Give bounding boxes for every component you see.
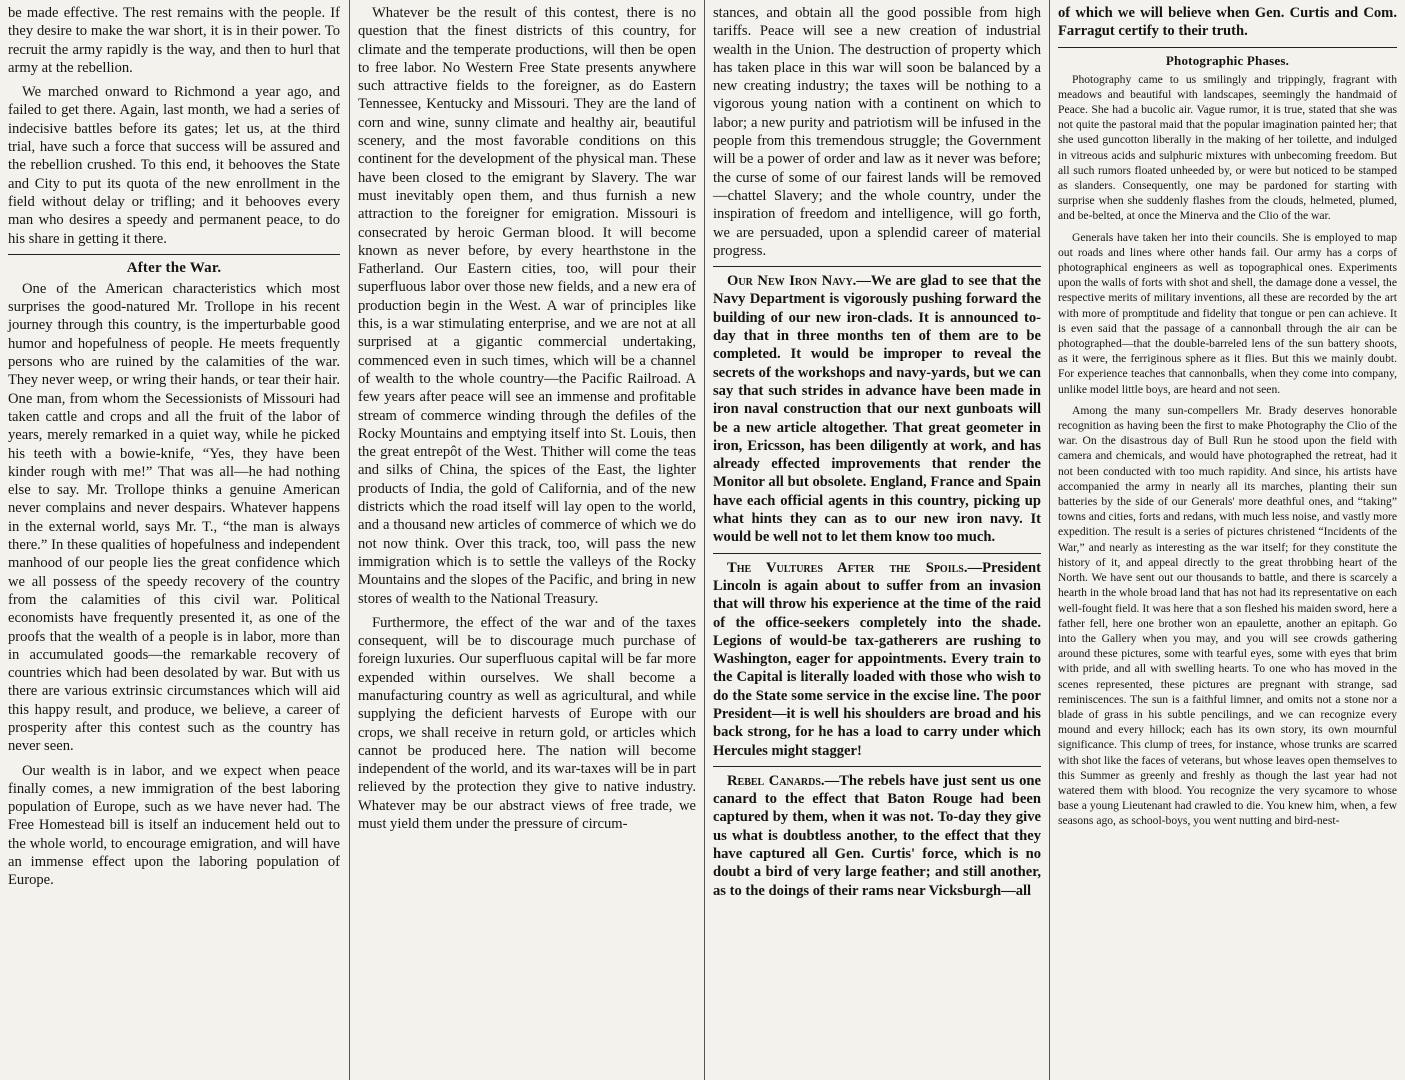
item-text: —The rebels have just sent us one canard to the effect that Baton Rouge had been captured by them, when it was not. To-day they give us what is doubtless another, to the effect that they have captured all Gen. Curtis' force, which is no doubt a bird of very large feather; and still another, as to the doings of their rams near Vicksburgh—all (713, 772, 1041, 899)
item-text: —We are glad to see that the Navy Department is vigorously pushing forward the building of our new iron-clads. It is announced to-day that in three months ten of them are to be completed. It would be improper to reveal the secrets of the workshops and navy-yards, but we can say that such strides in advance have been made in iron naval construction that our next gunboats will be a new article altogether. That great geometer in iron, Ericsson, has been diligently at work, and has already effected improvements that render the Monitor all but obsolete. England, France and Spain have each official agents in this country, picking up what hints they can as to our new iron navy. It would be well not to let them know too much. (713, 273, 1041, 546)
article-text: Furthermore, the effect of the war and of the taxes consequent, will be to discourage much purchase of foreign luxuries. Our superfluous capital will be far more expended within ourselves. We shall become a manufacturing country as well as agricultural, and while supplying the deficient harvests of Europe with our crops, we shall receive in return gold, or articles which cannot be produced here. The nation will become independent of the world, and its war-taxes will be in part relieved by the protection they give to native industry. Whatever may be our abstract views of free trade, we must yield them under the pressure of circum- (358, 614, 696, 833)
article-text: One of the American characteristics which most surprises the good-natured Mr. Trollope in his recent journey through this country, is the imperturbable good humor and hopefulness of people. He meets frequently persons who are ruined by the calamities of the war. They never weep, or wring their hands, or tear their hair. One man, from whom the Secessionists of Missouri had taken cattle and crops and all the fruit of the labor of years, merely remarked in a quiet way, while he picked his teeth with a bowie-knife, “Yes, they have been kinder rough with me!” That was all—he had nothing else to say. Mr. Trollope thinks a genuine American never complains and never despairs. Whatever happens in the external world, says Mr. T., “the man is always there.” In these qualities of hopefulness and independent manhood of our people lies the great confidence which we all possess of the speedy recovery of the country from the calamities of this civil war. Political economists have frequently presented it, as one of the proofs that the wealth of a people is in labor, more than in accumulated goods—the remarkable recovery of countries which had been desolated by war. But with us there are various extrinsic circumstances which will aid this happy result, and produce, we believe, a career of prosperity after this contest such as the country has never seen. (8, 280, 340, 755)
article-text: Our wealth is in labor, and we expect when peace finally comes, a new immigration of the best laboring population of Europe, such as we have never had. The Free Homestead bill is itself an inducement held out to the whole world, to encourage emigration, and will have an immense effect upon the laboring population of Europe. (8, 762, 340, 889)
article-text: We marched onward to Richmond a year ago, and failed to get there. Again, last month, we had a series of indecisive battles before its gates; let us, at the third trial, have such a force that success will be assured and the rebellion crushed. To this end, it behooves the State and City to put its quota of the new enrollment in the field without delay or trifling; and it behooves every man who desires a speedy and permanent peace, to do his share in getting it there. (8, 84, 340, 247)
article-heading: After the War. (126, 259, 222, 276)
divider (8, 254, 340, 255)
divider (713, 266, 1041, 267)
item-lead: The Vultures After the Spoils. (727, 559, 968, 576)
divider (713, 766, 1041, 767)
news-item-iron-navy (713, 272, 1041, 546)
news-item-canards (713, 772, 1041, 900)
article-text: be made effective. The rest remains with the people. If they desire to make the war short, it is in their power. To recruit the army rapidly is the way, and then to hurl that army at the rebellion. (8, 5, 340, 76)
divider (1058, 47, 1397, 48)
article-text: Generals have taken her into their councils. She is employed to map out roads and lines where other hands fail. Our army has a corps of photographical engineers as well as topographical ones. Experiments upon the walls of forts with shot and shell, the damage done a vessel, the respective merits of military inventions, all these are recorded by the art with more of promptitude and fidelity that tongue or pen can achieve. It is even said that the passage of a cannonball through the air can be photographed—that the double-barreled lens of the sun battery shoots, as it were, the ferriginous sphere as it flies. But this we mainly doubt. For experience teaches that cannonballs, when they come into company, unlike model little boys, are heard and not seen. (1058, 230, 1397, 396)
column-4 (1050, 0, 1405, 1080)
article-text: Whatever be the result of this contest, there is no question that the finest districts of this country, for climate and the temperate productions, will then be open to free labor. No Western Free State presents anywhere such attractive fields to the foreigner, as do Eastern Tennessee, Kentucky and Missouri. They are the land of corn and wine, sunny climate and healthy air, beautiful scenery, and the most favorable conditions on this continent for the development of the physical man. These have been closed to the emigrant by Slavery. The war must inevitably open them, and thus furnish a new attraction to the foreigner for emigration. Missouri is consecrated by heroic German blood. It will become known as never before, by every hearthstone in the Fatherland. Our Eastern cities, too, will pour their superfluous labor over those new fields, and a new era of production begin in the West. A war of principles like this, is a war stimulating enterprise, and we are not at all surprised at a gigantic commercial undertaking, commenced even in such times, which will be a channel of wealth to the whole country—the Pacific Railroad. A few years after peace will see an immense and profitable stream of commerce winding through the defiles of the Rocky Mountains and emptying itself into St. Louis, then the great entrepôt of the West. Thither will come the teas and silks of China, the spices of the East, the lighter products of India, the gold of California, and of the new districts which the road itself will lay open to the world, and a thousand new articles of commerce of which we do not now think. Over this track, too, will pass the new immigration which is to settle the valleys of the Rocky Mountains and the slopes of the Pacific, and bring in new stores of wealth to the National Treasury. (358, 5, 696, 607)
item-lead: Rebel Canards. (727, 772, 825, 789)
article-text: Among the many sun-compellers Mr. Brady deserves honorable recognition as having been the first to make Photography the Clio of the war. On the disastrous day of Bull Run he stood upon the field with camera and chemicals, and would have photographed the retreat, had it not been conducted with too much rapidity. And since, his artists have accompanied the army in nearly all its marches, planting their sun batteries by the side of our Generals' more deathful ones, and “taking” towns and cities, forts and redans, with much less noise, and vastly more expedition. The result is a series of pictures christened “Incidents of the War,” and nearly as interesting as the war itself; for they constitute the history of it, and appeal directly to the great throbbing heart of the North. We have sent out our thousands to battle, and there is scarcely a hearth in the whole broad land that has not had its representative on each well-fought field. It was here that a son fleshed his maiden sword, here a father fell, here one brother won an epaulette, another an epitaph. Go into the Gallery when you may, and you will see crowds gathering around these pictures, some with tearful eyes, some with eyes that brim with pride, and all with swelling hearts. To one who has moved in the scenes represented, these pictures are pregnant with strange, sad reminiscences. The sun is a faithful limner, and omits not a stone nor a blade of grass in his subtle pencilings, and we can recognize every mound and every hillock; each has its own story, its own mournful significance. This clump of trees, for instance, whose trunks are scarred with shot like the faces of veterans, but whose leaves open themselves to this Summer as greenly and freshly as though the last year had not watered them with blood. You recognize the very sycamore to whose base a young Lieutenant had crawled to die. You knew him, when, a few seasons ago, as school-boys, you went nutting and bird-nest- (1058, 403, 1397, 828)
news-item-vultures (713, 559, 1041, 760)
item-text: —President Lincoln is again about to suffer from an invasion that will throw his experience at the time of the raid of the office-seekers completely into the shade. Legions of would-be tax-gatherers are rushing to Washington, eager for appointments. Every train to the Capital is literally loaded with those who wish to do the State some service in the excise line. The poor President—it is well his shoulders are broad and his back strong, for he has a load to carry under which Hercules might stagger! (713, 559, 1041, 759)
article-text: of which we will believe when Gen. Curtis and Com. Farragut certify to their truth. (1058, 5, 1397, 40)
article-heading: Photographic Phases. (1165, 52, 1290, 68)
column-3 (705, 0, 1049, 1080)
item-lead: Our New Iron Navy. (727, 273, 857, 290)
divider (713, 553, 1041, 554)
column-1 (0, 0, 348, 1080)
article-text: Photography came to us smilingly and trippingly, fragrant with meadows and beautiful with landscapes, seemingly the handmaid of Peace. She had a bucolic air. Vague rumor, it is true, stated that she was not quite the pastoral maid that the popular imagination painted her; that she used guncotton liberally in the making of her toilette, and indulged in vitreous acids and sulphuric mixtures with unbecoming freedom. But all such rumors floated unheeded by, or were but noticed to be stamped as slanders. Consequently, one may be pardoned for starting with surprise when she suddenly flashes from the clouds, helmeted, plumed, and be-belted, at once the Minerva and the Clio of the war. (1058, 72, 1397, 223)
article-text: stances, and obtain all the good possible from high tariffs. Peace will see a new creation of industrial wealth in the Union. The destruction of property which has taken place in this war will soon be balanced by a new creating industry; the taxes will be nothing to a vigorous young nation with a continent on which to labor; a new purity and patriotism will be infused in the people from this tremendous struggle; the Government will be a power of order and law as it never was before; the curse of some of our fairest lands will be removed—chattel Slavery; and the whole country, under the inspiration of freedom and intelligence, will go forth, we are persuaded, upon a splendid career of material progress. (713, 5, 1041, 259)
column-2 (350, 0, 704, 1080)
